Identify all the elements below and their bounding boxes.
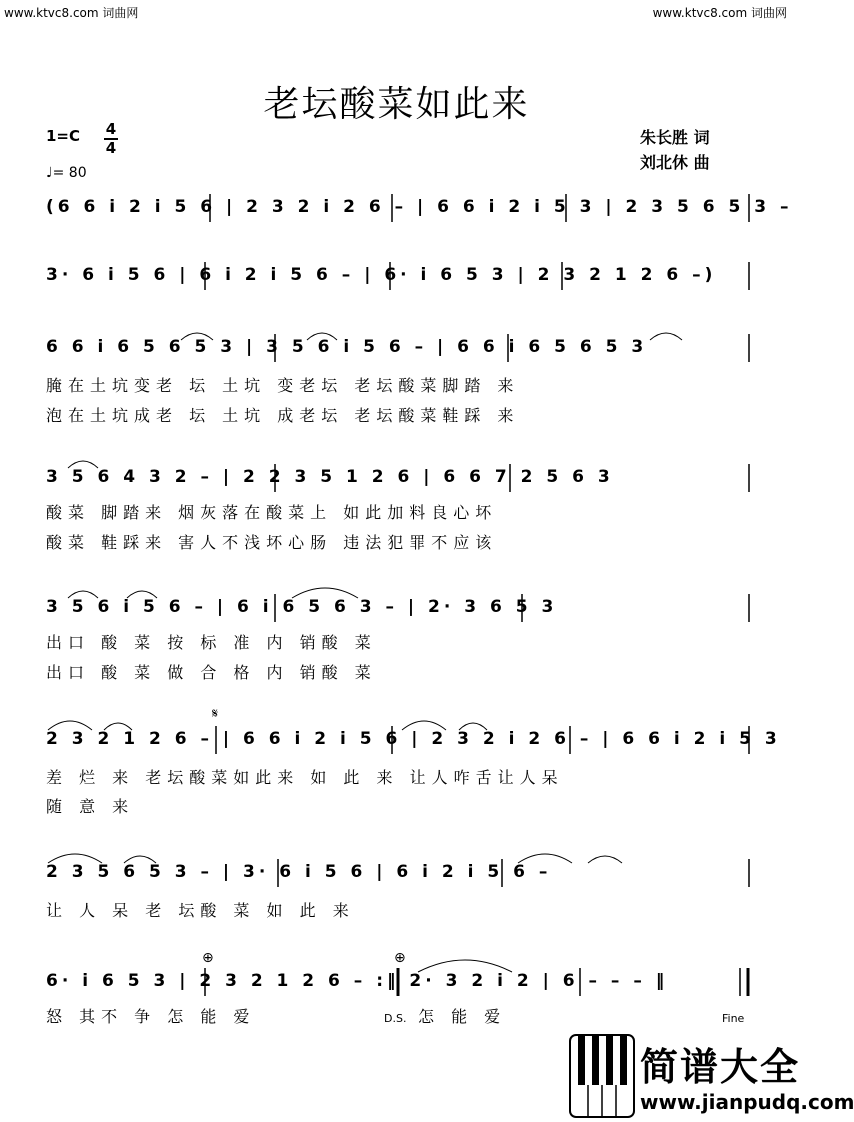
- lyric-line-5: 出口 酸 菜 按 标 准 内 销酸 菜: [46, 633, 377, 652]
- logo-url: www.jianpudq.com: [640, 1090, 854, 1114]
- key-signature: 1=C: [46, 127, 81, 145]
- music-line-4: 3 5 6 4 3 2 – | 2 2 3 5 1 2 6 | 6 6 7 2 5 6 3: [46, 467, 614, 487]
- quarter-note-icon: ♩: [46, 165, 53, 181]
- composer-credit: 刘北休 曲: [640, 153, 710, 172]
- music-line-5: 3 5 6 i 5 6 – | 6 i 6 5 6 3 – | 2· 3 6 5 3: [46, 597, 558, 617]
- lyric-line-3: 酸菜 脚踏来 烟灰落在酸菜上 如此加料良心坏: [46, 503, 498, 522]
- music-line-8: 6· i 6 5 3 | 2 3 2 1 2 6 – :‖ 2· 3 2 i 2 | 6 – – – ‖: [46, 971, 669, 991]
- music-line-3: 6 6 i 6 5 6 5 3 | 3 5 6 i 5 6 – | 6 6 i 6 5 6 5 3: [46, 337, 648, 357]
- fine-mark: Fine: [722, 1012, 745, 1025]
- song-title: 老坛酸菜如此来: [263, 84, 530, 125]
- music-line-7: 2 3 5 6 5 3 – | 3· 6 i 5 6 | 6 i 2 i 5 6 –: [46, 862, 552, 882]
- lyric-line-6: 出口 酸 菜 做 合 格 内 销酸 菜: [46, 663, 377, 682]
- coda-mark-2: ⊕: [394, 950, 406, 966]
- music-line-2: 3· 6 i 5 6 | 6 i 2 i 5 6 – | 6· i 6 5 3 | 2 3 2 1 2 6 –): [46, 265, 717, 285]
- lyric-line-1: 腌在土坑变老 坛 土坑 变老坛 老坛酸菜脚踏 来: [46, 376, 520, 395]
- watermark-left: www.ktvc8.com 词曲网: [4, 6, 139, 20]
- time-sig-bottom: 4: [105, 139, 117, 157]
- segno-mark: 𝄋: [212, 706, 219, 722]
- tempo-value: = 80: [52, 165, 87, 181]
- music-line-1: (6 6 i 2 i 5 6 | 2 3 2 i 2 6 – | 6 6 i 2 i 5 3 | 2 3 5 6 5 3 –: [46, 197, 793, 217]
- lyric-line-2: 泡在土坑成老 坛 土坑 成老坛 老坛酸菜鞋踩 来: [46, 406, 520, 425]
- lyric-line-4: 酸菜 鞋踩来 害人不浅坏心肠 违法犯罪不应该: [46, 533, 498, 552]
- coda-mark-1: ⊕: [202, 950, 214, 966]
- lyric-line-11: 怎 能 爱: [418, 1007, 507, 1026]
- lyric-line-10: 怒 其不 争 怎 能 爱: [46, 1007, 256, 1026]
- lyric-line-9: 让 人 呆 老 坛酸 菜 如 此 来: [46, 901, 355, 920]
- logo-text: 简谱大全: [640, 1045, 801, 1089]
- time-sig-top: 4: [105, 120, 117, 138]
- lyric-line-7: 差 烂 来 老坛酸菜如此来 如 此 来 让人咋舌让人呆: [46, 768, 564, 787]
- watermark-right: www.ktvc8.com 词曲网: [652, 6, 787, 20]
- music-line-6: 2 3 2 1 2 6 – | 6 6 i 2 i 5 6 | 2 3 2 i 2 6 – | 6 6 i 2 i 5 3: [46, 729, 781, 749]
- lyric-line-8: 随 意 来: [46, 797, 135, 816]
- lyricist-credit: 朱长胜 词: [640, 128, 710, 147]
- ds-mark: D.S.: [384, 1012, 407, 1025]
